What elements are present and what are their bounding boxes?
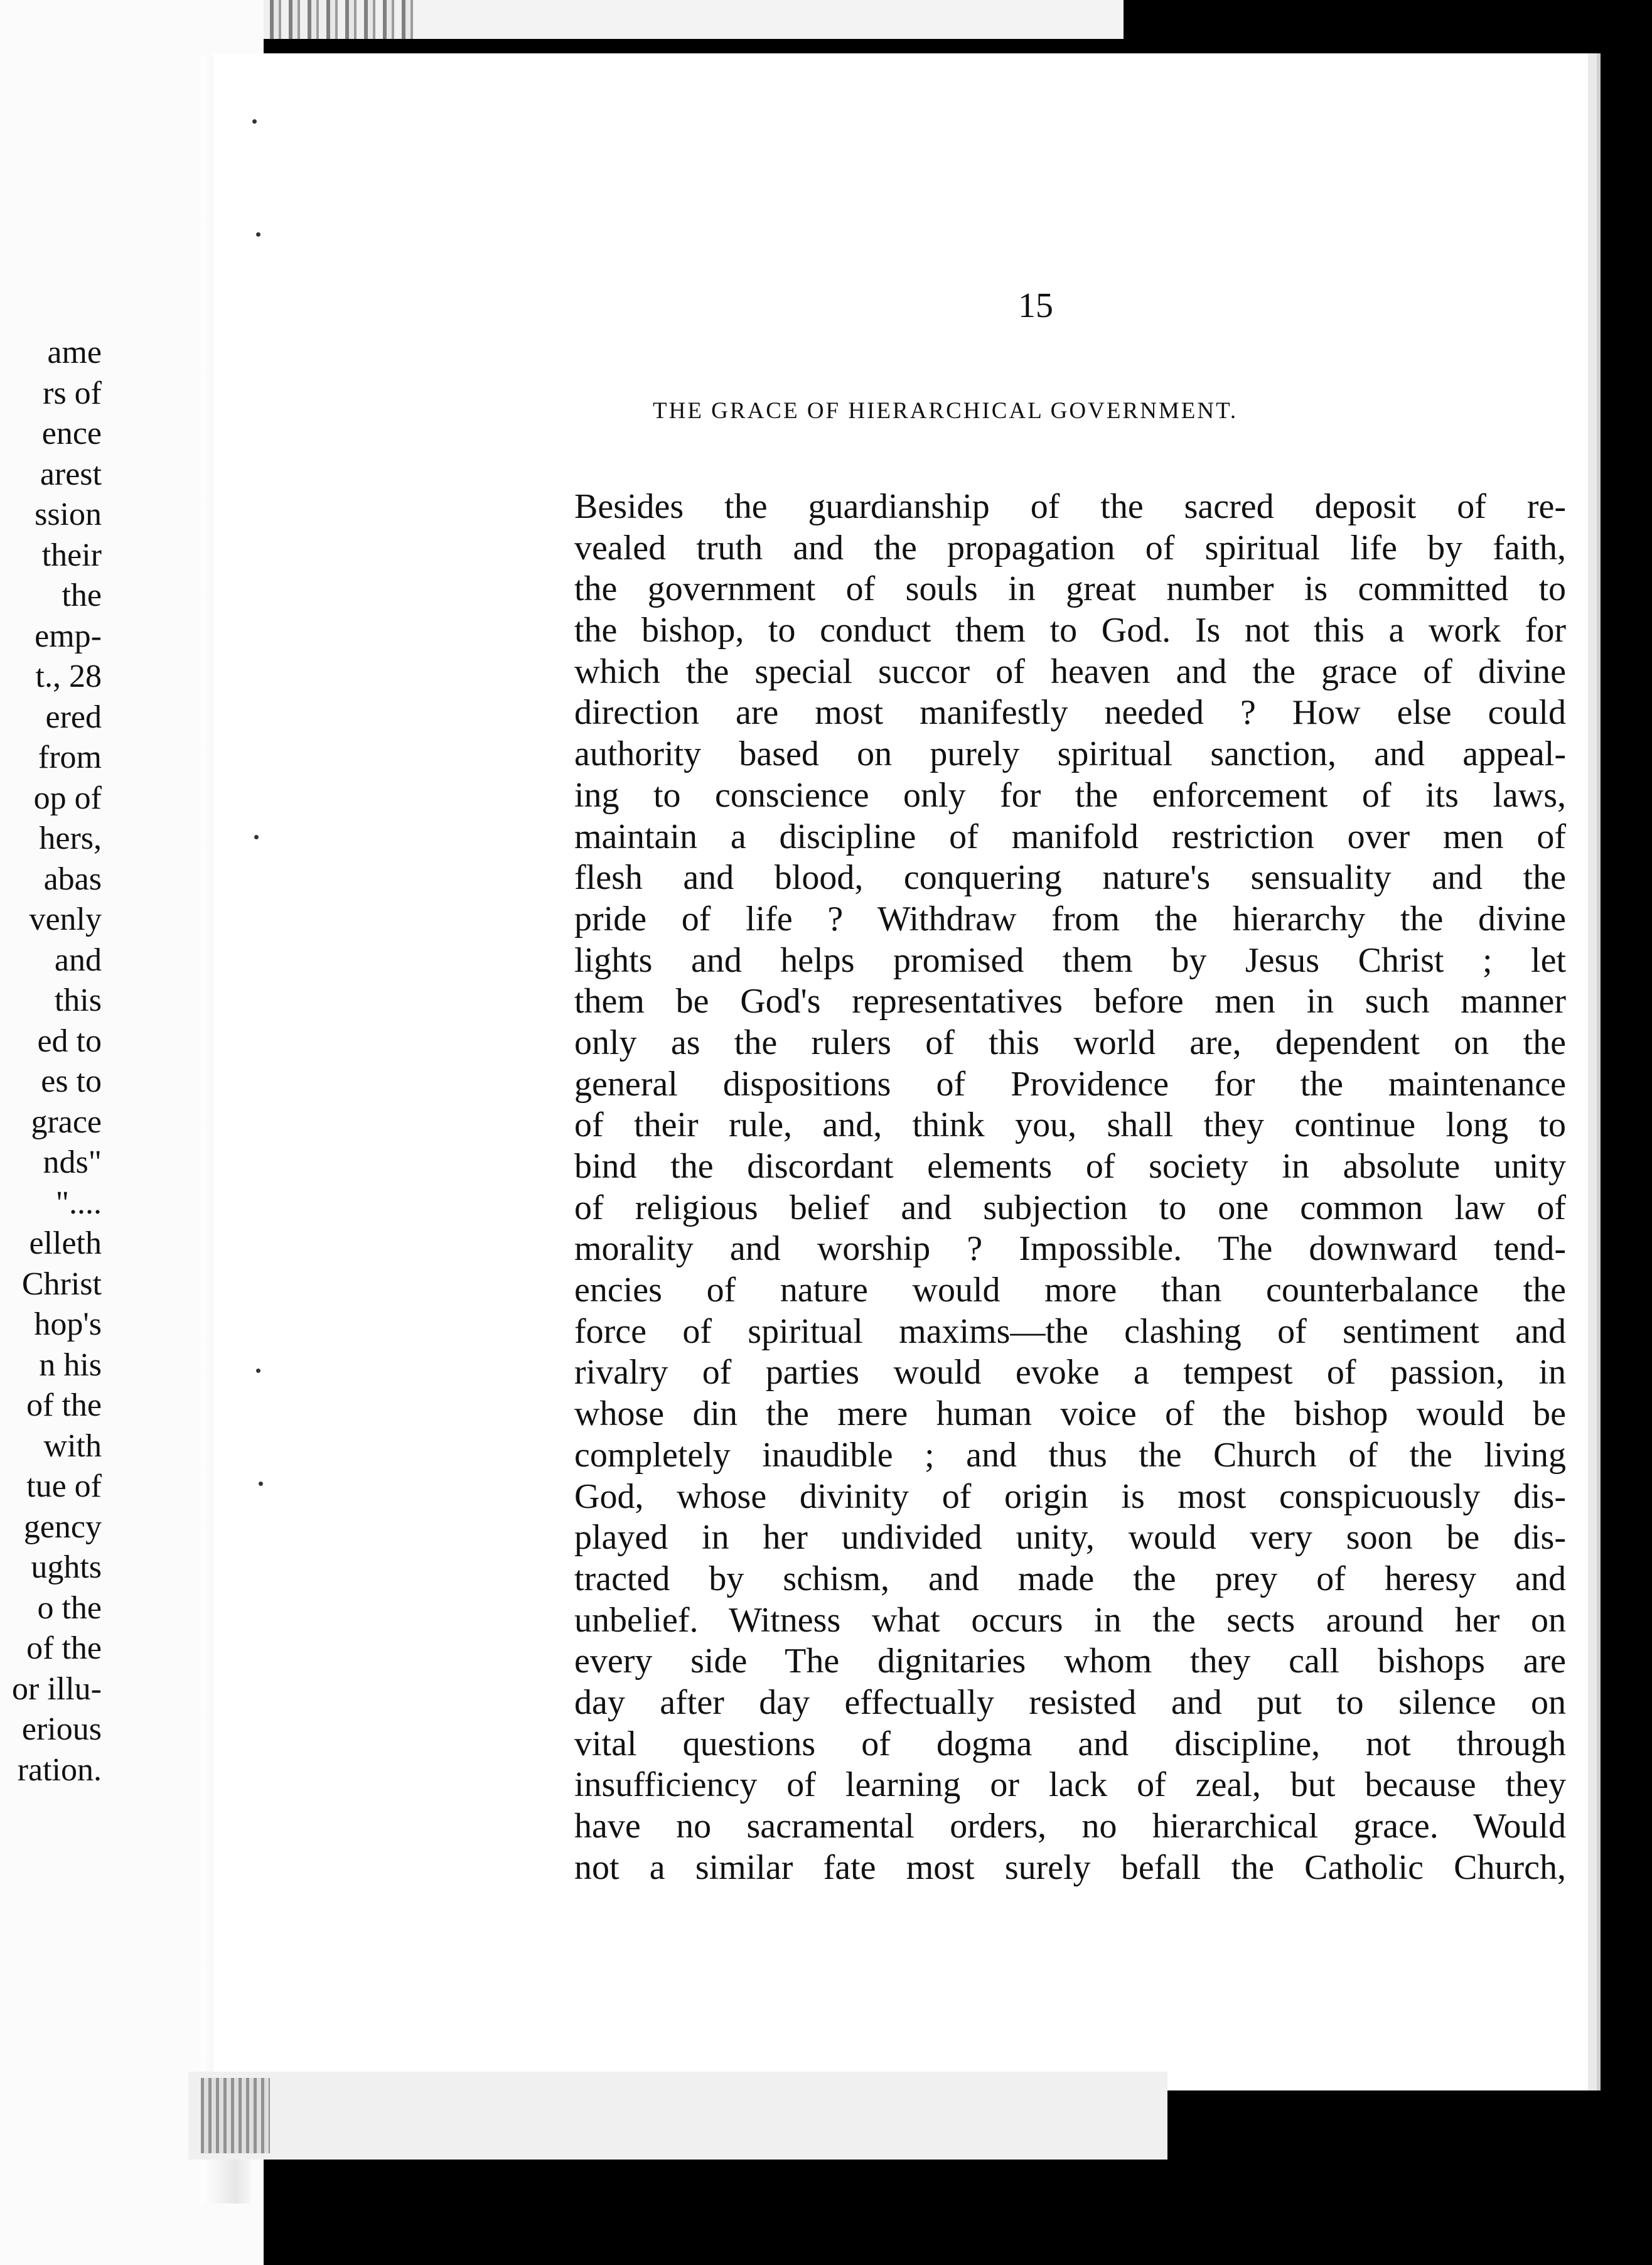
dust-speck (254, 835, 259, 839)
text-line: of religious belief and subjection to one common law of (574, 1188, 1566, 1227)
previous-page-line: nds" (43, 1144, 102, 1180)
dust-speck (259, 1482, 263, 1486)
text-line: insufficiency of learning or lack of zeal, but because they (574, 1765, 1566, 1805)
text-line: only as the rulers of this world are, dependent on the (574, 1023, 1566, 1062)
previous-page-line: o the (37, 1590, 102, 1626)
text-line: force of spiritual maxims—the clashing of sentiment and (574, 1311, 1566, 1351)
text-line: rivalry of parties would evoke a tempest of passion, in (574, 1353, 1566, 1392)
text-line: completely inaudible ; and thus the Church of the living (574, 1435, 1566, 1475)
text-line: general dispositions of Providence for the maintenance (574, 1064, 1566, 1104)
text-line: direction are most manifestly needed ? How else could (574, 693, 1566, 733)
previous-page-line: hers, (39, 820, 102, 856)
previous-page-line: and (54, 942, 102, 978)
body-text (574, 487, 1566, 1888)
previous-page-line: from (38, 740, 102, 775)
current-page (213, 53, 1588, 2090)
text-line: the bishop, to conduct them to God. Is not this a work for (574, 611, 1566, 650)
previous-page-line: abas (43, 861, 102, 897)
bottom-binding-strip (188, 2072, 1167, 2160)
page-number: 15 (1018, 286, 1053, 325)
previous-page-line: of the (26, 1387, 102, 1423)
previous-page-line: op of (33, 780, 102, 816)
text-line: not a similar fate most surely befall the Catholic Church, (574, 1848, 1566, 1887)
previous-page-line: emp- (35, 618, 102, 654)
text-line: them be God's representatives before men in such manner (574, 982, 1566, 1021)
dust-speck (256, 232, 260, 237)
text-line: Besides the guardianship of the sacred deposit of re- (574, 487, 1566, 526)
previous-page-line: ered (45, 699, 102, 735)
previous-page-line: ed to (37, 1023, 102, 1059)
text-line: day after day effectually resisted and put to silence on (574, 1682, 1566, 1722)
previous-page-line: ration. (17, 1751, 102, 1788)
text-line: bind the discordant elements of society in absolute unity (574, 1147, 1566, 1186)
previous-page-line: the (62, 578, 102, 613)
text-line: unbelief. Witness what occurs in the sects around her on (574, 1600, 1566, 1640)
previous-page-line: erious (21, 1711, 102, 1747)
previous-page-line: with (43, 1428, 102, 1464)
text-line: the government of souls in great number is committed to (574, 569, 1566, 609)
previous-page-line: ssion (35, 497, 102, 532)
previous-page-line: ughts (31, 1549, 102, 1585)
text-line: tracted by schism, and made the prey of heresy and (574, 1559, 1566, 1598)
text-line: of their rule, and, think you, shall they continue long to (574, 1106, 1566, 1145)
previous-page-line: their (41, 537, 102, 573)
previous-page-line: gency (23, 1509, 102, 1545)
previous-page-line: grace (31, 1104, 102, 1140)
previous-page-line: elleth (29, 1225, 102, 1261)
text-line: authority based on purely spiritual sanction, and appeal- (574, 734, 1566, 774)
previous-page-line: n his (39, 1347, 102, 1383)
previous-page-line: hop's (34, 1306, 102, 1342)
previous-page-line: venly (29, 901, 102, 937)
text-line: pride of life ? Withdraw from the hierarchy the divine (574, 899, 1566, 939)
text-line: God, whose divinity of origin is most conspicuously dis- (574, 1477, 1566, 1516)
dust-speck (252, 119, 257, 124)
text-line: have no sacramental orders, no hierarchical grace. Would (574, 1807, 1566, 1846)
previous-page-line: this (54, 982, 102, 1018)
text-line: which the special succor of heaven and the grace of divine (574, 652, 1566, 691)
previous-page-line: tue of (26, 1468, 102, 1504)
previous-page-line: ence (41, 416, 102, 451)
previous-page-line: ame (47, 335, 102, 370)
text-line: played in her undivided unity, would very soon be dis- (574, 1518, 1566, 1558)
text-line: whose din the mere human voice of the bishop would be (574, 1394, 1566, 1434)
previous-page-line: ".... (55, 1185, 102, 1221)
previous-page-line: Christ (21, 1266, 102, 1302)
text-line: ing to conscience only for the enforcement of its laws, (574, 775, 1566, 815)
text-line: lights and helps promised them by Jesus Christ ; let (574, 940, 1566, 980)
dust-speck (256, 1369, 260, 1373)
previous-page-line: arest (40, 456, 102, 492)
previous-page-line: t., 28 (35, 659, 102, 694)
text-line: maintain a discipline of manifold restriction over men of (574, 817, 1566, 856)
text-line: every side The dignitaries whom they call bishops are (574, 1642, 1566, 1681)
previous-page-line: of the (26, 1630, 102, 1666)
previous-page-fragments (0, 333, 107, 1790)
text-line: flesh and blood, conquering nature's sensuality and the (574, 858, 1566, 898)
running-head: THE GRACE OF HIERARCHICAL GOVERNMENT. (653, 398, 1238, 424)
text-line: morality and worship ? Impossible. The downward tend- (574, 1229, 1566, 1269)
text-line: vealed truth and the propagation of spiritual life by faith, (574, 528, 1566, 568)
text-line: vital questions of dogma and discipline, not through (574, 1724, 1566, 1763)
text-line: encies of nature would more than counterbalance the (574, 1271, 1566, 1310)
previous-page-line: or illu- (12, 1671, 102, 1707)
previous-page-line: rs of (43, 375, 102, 411)
previous-page-line: es to (41, 1063, 102, 1099)
